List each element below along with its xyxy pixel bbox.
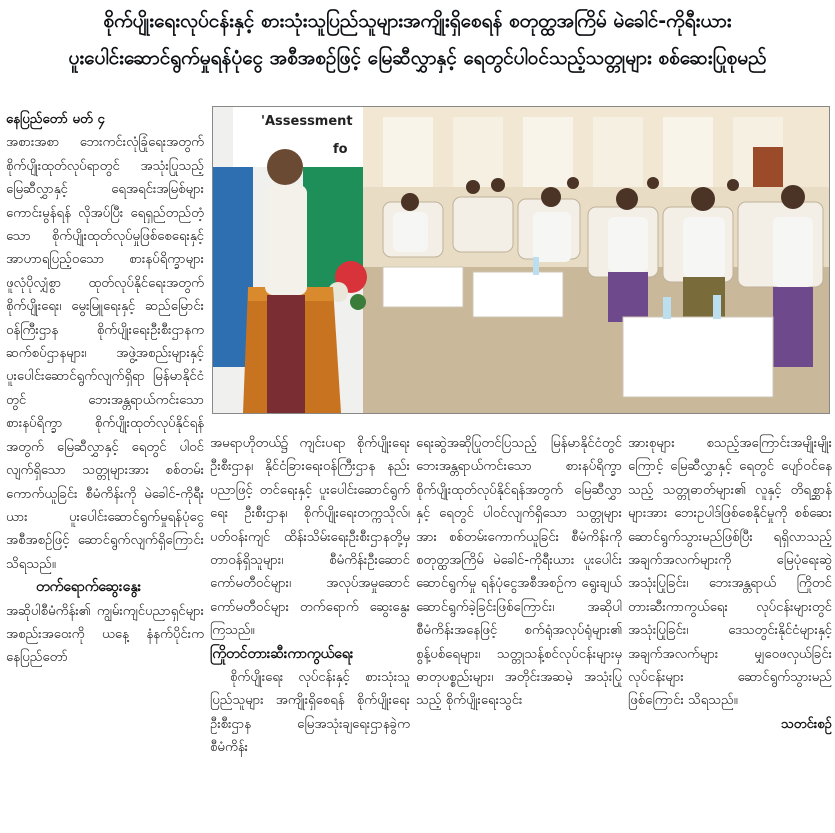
byline: သတင်းစဉ် — [781, 716, 832, 732]
headline-line-1: စိုက်ပျိုးရေးလုပ်ငန်းနှင့် စားသုံးသူပြည်သူများအကျိုးရှိစေရန် စတုတ္ထအကြိမ် မဲခေါင်-ကိုရီးယား — [103, 10, 732, 32]
banner-text-2: fo — [333, 142, 348, 157]
article-body-col4: အားစုများ စသည့်အကြောင်းအမျိုးမျိုးကြောင့် မြေဆီလွှာနှင့် ရေတွင် ပျော်ဝင်နေသည့် သတ္တုဓာတ်များ၏ လူနှင့် တိရစ္ဆာန်များအား ဘေးဥပါဒ်ဖြစ်စေနိုင်မှုကို စစ်ဆေးဆောင်ရွက်သွားမည်ဖြစ်ပြီး ရရှိလာသည့် အချက်အလက်များကို မြေပုံရေးဆွဲ အသုံးပြုခြင်း၊ ဘေးအန္တရာယ် ကြိုတင်တားဆီးကာကွယ်ရေး လုပ်ငန်းများတွင် အသုံးပြုခြင်း၊ ဒေသတွင်းနိုင်ငံများနှင့် အချက်အလက်များ မျှဝေဖလှယ်ခြင်း လုပ်ငန်းများ ဆောင်ရွက်သွားမည်ဖြစ်ကြောင်း သိရသည်။ — [628, 436, 832, 709]
subhead-prevention: ကြိုတင်တားဆီးကာကွယ်ရေး — [210, 645, 354, 662]
article-body-col3: ရေးဆွဲအဆိုပြုတင်ပြသည့် မြန်မာနိုင်ငံတွင် ဘေးအန္တရာယ်ကင်းသော စားနပ်ရိက္ခာ စိုက်ပျိုးထုတ်လုပ်နိုင်ရန်အတွက် မြေဆီလွှာနှင့် ရေတွင် ပါဝင်လျက်ရှိသော သတ္တုများအား စစ်တမ်းကောက်ယူခြင်း စီမံကိန်းကို စတုတ္ထအကြိမ် မဲခေါင်-ကိုရီးယား ပူးပေါင်းဆောင်ရွက်မှု ရန်ပုံငွေအစီအစဉ်က ရွေးချယ်ဆောင်ရွက်ခဲ့ခြင်းဖြစ်ကြောင်း၊ အဆိုပါစီမံကိန်းအနေဖြင့် စက်ရုံအလုပ်ရုံများ၏ စွန့်ပစ်ရေများ၊ သတ္တုသန့်စင်လုပ်ငန်းများမှ ဓာတုပစ္စည်းများ၊ အတိုင်းအဆမဲ့ အသုံးပြုသည့် စိုက်ပျိုးရေးသွင်း — [416, 436, 622, 709]
article-column-3 — [416, 432, 622, 830]
article-body-col1-cont: အဆိုပါစီမံကိန်း၏ ကျွမ်းကျင်ပညာရှင်များ အစည်းအဝေးကို ယနေ့ နံနက်ပိုင်းက နေပြည်တော် — [6, 603, 204, 666]
article-column-2 — [210, 432, 410, 830]
meeting-photo-illustration — [213, 107, 829, 413]
article-body-col2: အမရာဟိုတယ်၌ ကျင်းပရာ စိုက်ပျိုးရေးဦးစီးဌာန၊ နိုင်ငံခြားရေးဝန်ကြီးဌာန နည်းပညာဖြင့် တင်ရေးနှင့် ပူးပေါင်းဆောင်ရွက်ရေး ဦးစီးဌာန၊ စိုက်ပျိုးရေးတက္ကသိုလ်၊ ပတ်ဝန်းကျင် ထိန်းသိမ်းရေးဦးစီးဌာနတို့မှ တာဝန်ရှိသူများ၊ စီမံကိန်းဦးဆောင်ကော်မတီဝင်များ၊ အလုပ်အမှုဆောင် ကော်မတီဝင်များ တက်ရောက် ဆွေးနွေးကြသည်။ — [210, 436, 410, 639]
article-column-1 — [6, 108, 204, 830]
banner-text-1: 'Assessment — [261, 114, 353, 129]
headline — [10, 6, 825, 74]
headline-line-2: ပူးပေါင်းဆောင်ရွက်မှုရန်ပုံငွေ အစီအစဉ်ဖြင့် မြေဆီလွှာနှင့် ရေတွင်ပါဝင်သည့်သတ္တုများ စစ်ဆေးပြုစုမည် — [68, 47, 767, 69]
dateline: နေပြည်တော် မတ် ၄ — [6, 112, 105, 127]
article-column-4 — [628, 432, 832, 830]
article-body-col1: အစားအစာ ဘေးကင်းလုံခြုံရေးအတွက် စိုက်ပျိုးထုတ်လုပ်ရာတွင် အသုံးပြုသည့် မြေဆီလွှာနှင့် ရေအရင်းအမြစ်များ ကောင်းမွန်ရန် လိုအပ်ပြီး ရေရှည်တည်တံ့သော စိုက်ပျိုးထုတ်လုပ်မှုဖြစ်စေရေးနှင့် အာဟာရပြည့်ဝသော စားနပ်ရိက္ခာများ ဖူလုံပိုလျှံစွာ ထုတ်လုပ်နိုင်ရေးအတွက် စိုက်ပျိုးရေး၊ မွေးမြူရေးနှင့် ဆည်မြောင်းဝန်ကြီးဌာန စိုက်ပျိုးရေးဦးစီးဌာနက ဆက်စပ်ဌာနများ၊ အဖွဲ့အစည်းများနှင့် ပူးပေါင်းဆောင်ရွက်လျက်ရှိရာ မြန်မာနိုင်ငံတွင် ဘေးအန္တရာယ်ကင်းသော စားနပ်ရိက္ခာ စိုက်ပျိုးထုတ်လုပ်နိုင်ရန်အတွက် မြေဆီလွှာနှင့် ရေတွင် ပါဝင်လျက်ရှိသော သတ္တုများအား စစ်တမ်းကောက်ယူခြင်း စီမံကိန်းကို မဲခေါင်-ကိုရီးယား ပူးပေါင်းဆောင်ရွက်မှုရန်ပုံငွေ အစီအစဉ်ဖြင့် ဆောင်ရွက်လျက်ရှိကြောင်း သိရသည်။ — [6, 135, 204, 572]
news-photo — [212, 106, 830, 414]
article-body-col2-cont: စိုက်ပျိုးရေး လုပ်ငန်းနှင့် စားသုံးသူပြည်သူများ အကျိုးရှိစေရန် စိုက်ပျိုးရေးဦးစီးဌာန မြေအသုံးချရေးဌာနခွဲက စီမံကိန်း — [210, 670, 410, 756]
subhead-attendance: တက်ရောက်ဆွေးနွေး — [36, 579, 142, 596]
